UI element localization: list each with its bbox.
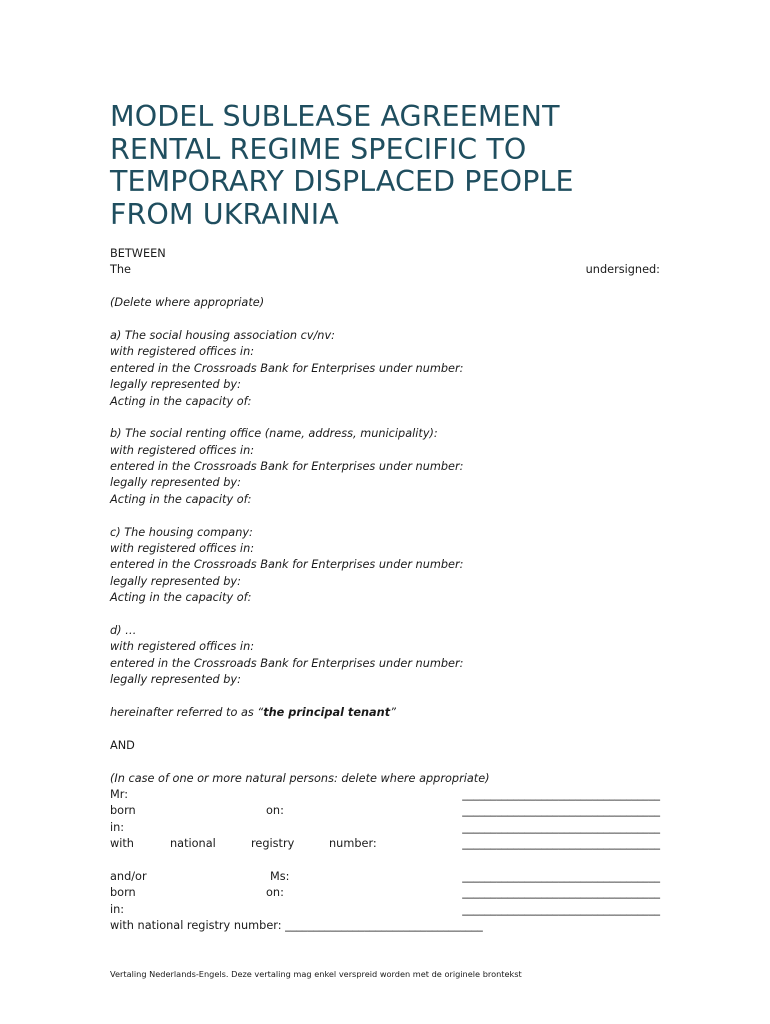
national-label: national bbox=[170, 837, 216, 851]
option-c-offices: with registered offices in: bbox=[110, 542, 255, 556]
option-c-head: c) The housing company: bbox=[110, 525, 253, 539]
andor-ms-line bbox=[110, 869, 660, 885]
between-label: BETWEEN bbox=[110, 247, 166, 260]
option-b-offices: with registered offices in: bbox=[110, 443, 255, 457]
option-a-capacity: Acting in the capacity of: bbox=[110, 394, 252, 408]
hereinafter-line bbox=[110, 705, 660, 721]
principal-tenant-term: the principal tenant bbox=[263, 705, 391, 719]
mr-label: Mr: bbox=[110, 787, 128, 801]
the-undersigned-line bbox=[110, 262, 660, 278]
option-c-capacity: Acting in the capacity of: bbox=[110, 591, 252, 605]
option-b-represented: legally represented by: bbox=[110, 476, 241, 490]
option-a-head: a) The social housing association cv/nv: bbox=[110, 328, 335, 342]
ms-blank[interactable]: ___________________________________ bbox=[462, 869, 660, 883]
option-a-offices: with registered offices in: bbox=[110, 345, 255, 359]
natural-persons-note: (In case of one or more natural persons: delete where appropriate) bbox=[110, 771, 490, 785]
option-a-crossroads: entered in the Crossroads Bank for Enterprises under number: bbox=[110, 361, 464, 375]
the-label: The bbox=[110, 263, 132, 277]
born-blank[interactable]: ___________________________________ bbox=[462, 804, 660, 818]
national-registry-line-2[interactable]: with national registry number: ___________________________________ bbox=[110, 919, 483, 933]
born-line-2 bbox=[110, 885, 660, 901]
option-b-block bbox=[110, 426, 660, 508]
title-line: TEMPORARY DISPLACED PEOPLE bbox=[110, 165, 574, 199]
option-c-block bbox=[110, 525, 660, 607]
and-label: AND bbox=[110, 738, 135, 752]
ms-label: Ms: bbox=[270, 869, 290, 883]
option-d-offices: with registered offices in: bbox=[110, 640, 255, 654]
born-label-2: born bbox=[110, 886, 136, 900]
registry-label: registry bbox=[251, 837, 295, 851]
option-d-crossroads: entered in the Crossroads Bank for Enterprises under number: bbox=[110, 656, 464, 670]
number-label: number: bbox=[329, 837, 377, 851]
option-b-head: b) The social renting office (name, address, municipality): bbox=[110, 427, 438, 441]
option-d-block bbox=[110, 623, 660, 689]
hereinafter-suffix: ” bbox=[390, 705, 396, 719]
born-blank-2[interactable]: ___________________________________ bbox=[462, 886, 660, 900]
option-d-represented: legally represented by: bbox=[110, 673, 241, 687]
in-blank-2[interactable]: ___________________________________ bbox=[462, 902, 660, 916]
mr-blank[interactable]: ___________________________________ bbox=[462, 787, 660, 801]
title-line: FROM UKRAINIA bbox=[110, 197, 339, 231]
undersigned-label: undersigned: bbox=[585, 263, 660, 277]
national-registry-blank[interactable]: ___________________________________ bbox=[462, 837, 660, 851]
title-line: MODEL SUBLEASE AGREEMENT bbox=[110, 100, 560, 133]
document-body bbox=[110, 246, 660, 934]
born-label: born bbox=[110, 804, 136, 818]
in-label-2: in: bbox=[110, 902, 125, 916]
in-blank[interactable]: ___________________________________ bbox=[462, 820, 660, 834]
on-label-2: on: bbox=[266, 886, 284, 900]
delete-note: (Delete where appropriate) bbox=[110, 296, 265, 310]
hereinafter-prefix: hereinafter referred to as “ bbox=[110, 705, 264, 719]
mr-line bbox=[110, 787, 660, 803]
option-d-head: d) … bbox=[110, 623, 137, 637]
andor-label: and/or bbox=[110, 869, 147, 883]
in-line bbox=[110, 820, 660, 836]
with-label: with bbox=[110, 837, 134, 851]
footer-note: Vertaling Nederlands-Engels. Deze vertaling mag enkel verspreid worden met de originele brontekst bbox=[110, 969, 522, 979]
born-line bbox=[110, 803, 660, 819]
option-a-block bbox=[110, 328, 660, 410]
title-line: RENTAL REGIME SPECIFIC TO bbox=[110, 132, 527, 166]
option-c-crossroads: entered in the Crossroads Bank for Enterprises under number: bbox=[110, 558, 464, 572]
on-label: on: bbox=[266, 804, 284, 818]
national-registry-line bbox=[110, 836, 660, 852]
option-c-represented: legally represented by: bbox=[110, 574, 241, 588]
document-title bbox=[110, 101, 690, 231]
option-b-crossroads: entered in the Crossroads Bank for Enterprises under number: bbox=[110, 460, 464, 474]
option-a-represented: legally represented by: bbox=[110, 378, 241, 392]
option-b-capacity: Acting in the capacity of: bbox=[110, 492, 252, 506]
in-line-2 bbox=[110, 902, 660, 918]
in-label: in: bbox=[110, 820, 125, 834]
